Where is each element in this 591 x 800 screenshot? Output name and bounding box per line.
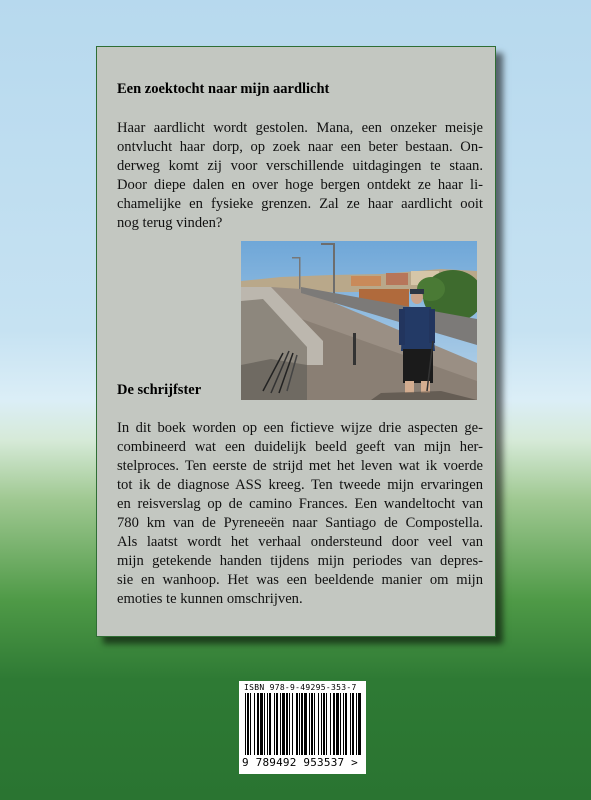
- section-heading-author: De schrijfster: [117, 382, 202, 398]
- synopsis-line: derweg komt zij voor verschillende uitdagingen te staan.: [117, 158, 483, 174]
- author-line: Als laatst wordt het verhaal ondersteund door veel van: [117, 534, 483, 550]
- synopsis-line: chamelijke en fysieke grenzen. Zal ze haar aardlicht ooit: [117, 196, 483, 212]
- isbn-barcode: [239, 681, 366, 774]
- author-line: en reisverslag op de camino Frances. Een wandeltocht van: [117, 496, 483, 512]
- author-line: combineerd wat een duidelijk beeld geeft van mijn her-: [117, 439, 483, 455]
- section-heading-aardlicht: Een zoektocht naar mijn aardlicht: [117, 81, 330, 97]
- synopsis-line: ontvlucht haar dorp, op zoek naar een beter bestaan. On-: [117, 139, 483, 155]
- barcode-bars: [243, 693, 362, 755]
- synopsis-line: Haar aardlicht wordt gestolen. Mana, een onzeker meisje: [117, 120, 483, 136]
- author-line: mijn getekende handen tijdens mijn periodes van depres-: [117, 553, 483, 569]
- isbn-label: ISBN 978-9-49295-353-7: [244, 683, 357, 692]
- author-line: emoties te kunnen omschrijven.: [117, 591, 303, 607]
- author-line: In dit boek worden op een fictieve wijze drie aspecten ge-: [117, 420, 483, 436]
- author-paragraph: [117, 419, 483, 609]
- synopsis-line: Door diepe dalen en over hoge bergen ontdekt ze haar li-: [117, 177, 483, 193]
- author-line: stelproces. Ten eerste de strijd met het leven wat ik voerde: [117, 458, 483, 474]
- camino-photo: [241, 241, 477, 400]
- back-cover-panel: [96, 46, 496, 637]
- author-line: sie en wanhoop. Het was een beeldende manier om mijn: [117, 572, 483, 588]
- author-line: 780 km van de Pyreneeën naar Santiago de Compostella.: [117, 515, 483, 531]
- synopsis-paragraph: [117, 119, 483, 233]
- author-line: tot ik de diagnose ASS kreeg. Ten tweede mijn ervaringen: [117, 477, 483, 493]
- isbn-digits: 9 789492 953537 >: [242, 756, 358, 769]
- synopsis-line: nog terug vinden?: [117, 215, 223, 231]
